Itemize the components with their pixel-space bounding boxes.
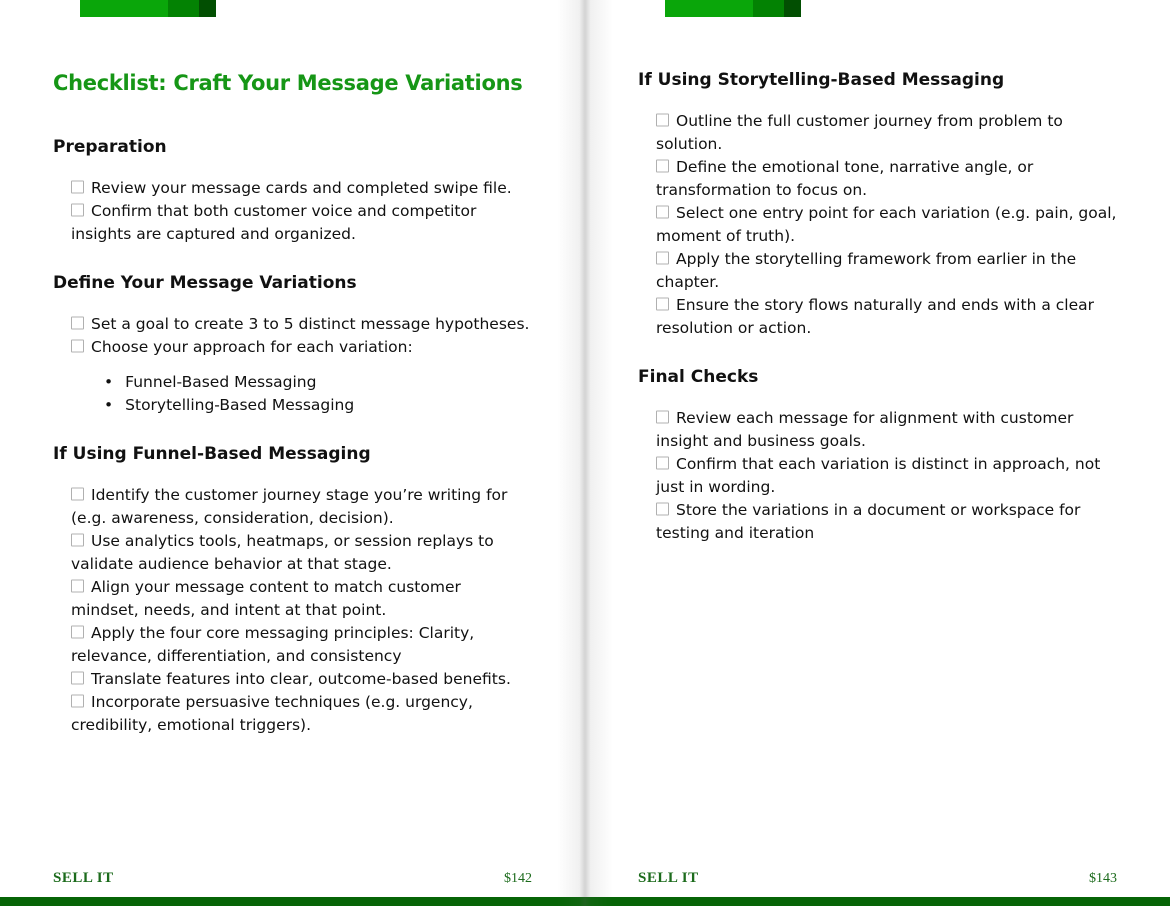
right-page-sections	[638, 70, 1117, 545]
checkbox-icon	[71, 534, 84, 547]
checklist-item	[71, 530, 532, 576]
page-number: $143	[1089, 871, 1117, 886]
checklist-item	[71, 576, 532, 622]
checkbox-icon	[656, 298, 669, 311]
checkbox-icon	[71, 204, 84, 217]
checkbox-icon	[656, 160, 669, 173]
checklist-item	[656, 110, 1117, 156]
checklist-item	[656, 156, 1117, 202]
checklist-item	[71, 336, 532, 359]
checklist	[638, 110, 1117, 340]
right-page	[585, 0, 1170, 906]
checklist-item-text: Apply the four core messaging principles: Clarity, relevance, differentiation, and consistency	[71, 624, 475, 665]
checklist-item	[71, 177, 532, 200]
checklist-item-text: Define the emotional tone, narrative angle, or transformation to focus on.	[656, 158, 1034, 199]
checkbox-icon	[71, 626, 84, 639]
checklist-item-text: Confirm that each variation is distinct in approach, not just in wording.	[656, 455, 1101, 496]
checklist	[53, 313, 532, 359]
section-heading: If Using Funnel-Based Messaging	[53, 444, 371, 464]
brand-label: SELL IT	[638, 870, 699, 886]
checklist-item	[71, 668, 532, 691]
checklist-item	[71, 313, 532, 336]
checkbox-icon	[656, 114, 669, 127]
bullet-item: • Storytelling-Based Messaging	[104, 394, 532, 417]
section-heading: If Using Storytelling-Based Messaging	[638, 70, 1005, 90]
checklist-item	[656, 407, 1117, 453]
checklist-item	[656, 453, 1117, 499]
checkbox-icon	[71, 672, 84, 685]
left-page-footer	[53, 870, 532, 887]
checklist-item	[656, 248, 1117, 294]
checklist-item-text: Identify the customer journey stage you’re writing for (e.g. awareness, consideration, decision).	[71, 486, 508, 527]
page-title: Checklist: Craft Your Message Variations	[53, 71, 523, 95]
checklist-item	[656, 202, 1117, 248]
page-number: $142	[504, 871, 532, 886]
section-heading: Final Checks	[638, 367, 759, 387]
checkbox-icon	[656, 503, 669, 516]
bottom-accent-bar	[0, 897, 1170, 906]
section-heading: Define Your Message Variations	[53, 273, 357, 293]
checklist-item-text: Apply the storytelling framework from earlier in the chapter.	[656, 250, 1077, 291]
right-page-content	[585, 0, 1170, 906]
checklist-item-text: Store the variations in a document or workspace for testing and iteration	[656, 501, 1081, 542]
checklist-item-text: Confirm that both customer voice and competitor insights are captured and organized.	[71, 202, 477, 243]
checkbox-icon	[71, 580, 84, 593]
checklist-item-text: Align your message content to match customer mindset, needs, and intent at that point.	[71, 578, 461, 619]
right-page-footer	[638, 870, 1117, 887]
checkbox-icon	[71, 695, 84, 708]
checklist-item	[71, 484, 532, 530]
checkbox-icon	[71, 340, 84, 353]
checkbox-icon	[656, 411, 669, 424]
checklist-item-text: Incorporate persuasive techniques (e.g. urgency, credibility, emotional triggers).	[71, 693, 473, 734]
checklist-item-text: Review your message cards and completed swipe file.	[91, 179, 512, 197]
checklist	[638, 407, 1117, 545]
checklist-item-text: Use analytics tools, heatmaps, or session replays to validate audience behavior at that stage.	[71, 532, 494, 573]
checklist-item	[71, 622, 532, 668]
checklist-item	[71, 691, 532, 737]
checklist-item	[656, 499, 1117, 545]
checkbox-icon	[656, 206, 669, 219]
checklist-item	[656, 294, 1117, 340]
checklist-item-text: Review each message for alignment with customer insight and business goals.	[656, 409, 1074, 450]
brand-label: SELL IT	[53, 870, 114, 886]
bullet-list	[53, 371, 532, 417]
left-page-sections	[53, 137, 532, 737]
bullet-item: • Funnel-Based Messaging	[104, 371, 532, 394]
section-heading: Preparation	[53, 137, 167, 157]
checkbox-icon	[71, 488, 84, 501]
checklist-item-text: Translate features into clear, outcome-based benefits.	[91, 670, 511, 688]
checklist-item-text: Choose your approach for each variation:	[91, 338, 413, 356]
checklist-item-text: Select one entry point for each variation (e.g. pain, goal, moment of truth).	[656, 204, 1117, 245]
checklist-item-text: Ensure the story flows naturally and ends with a clear resolution or action.	[656, 296, 1094, 337]
checklist-item-text: Set a goal to create 3 to 5 distinct message hypotheses.	[91, 315, 530, 333]
checkbox-icon	[71, 181, 84, 194]
checklist-item	[71, 200, 532, 246]
checkbox-icon	[71, 317, 84, 330]
checklist-item-text: Outline the full customer journey from problem to solution.	[656, 112, 1063, 153]
checklist	[53, 484, 532, 737]
checkbox-icon	[656, 457, 669, 470]
checklist	[53, 177, 532, 246]
checkbox-icon	[656, 252, 669, 265]
